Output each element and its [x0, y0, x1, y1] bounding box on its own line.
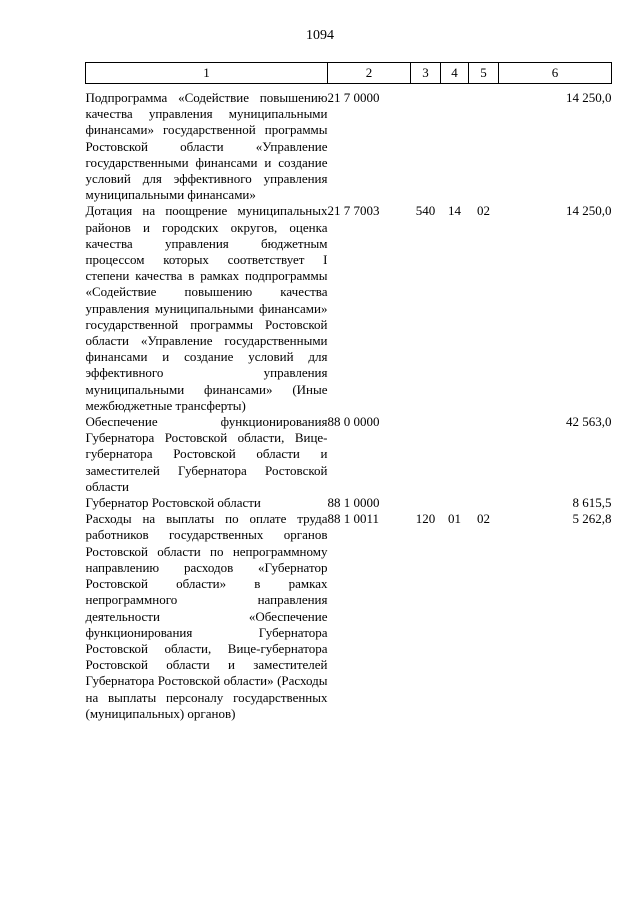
row-section [441, 414, 469, 495]
row-expense-type: 120 [415, 511, 436, 527]
row-name: Расходы на выплаты по оплате труда работников государственных органов Ростовской области по непрограммному направлению расходов «Губернатор Ростовской области» в рамках непрограммного направления деятельности «Обеспечение функционирования Губернатора Ростовской области, Вице-губернатора Ростовской области и заместителей Губернатора Ростовской области» (Расходы на выплаты персоналу государственных (муниципальных) органов) [85, 511, 328, 721]
column-header-5: 5 [469, 63, 499, 84]
row-name: Губернатор Ростовской области [85, 495, 261, 511]
row-section: 14 [448, 203, 461, 219]
budget-table [85, 62, 612, 722]
row-subsection: 02 [477, 203, 490, 219]
row-expense-type [411, 495, 441, 511]
column-header-3: 3 [411, 63, 441, 84]
row-expense-type [411, 84, 441, 204]
table-row [86, 84, 612, 204]
row-sum: 8 615,5 [572, 495, 612, 511]
table-row [86, 511, 612, 722]
row-sum: 14 250,0 [566, 90, 612, 105]
table-row [86, 495, 612, 511]
table-header-row [86, 63, 612, 84]
row-code: 21 7 0000 [327, 90, 380, 105]
row-sum: 14 250,0 [566, 203, 612, 219]
row-code: 88 1 0000 [327, 495, 380, 511]
row-subsection [469, 495, 499, 511]
column-header-6: 6 [499, 63, 612, 84]
row-subsection [469, 414, 499, 495]
row-section [441, 84, 469, 204]
column-header-1: 1 [86, 63, 328, 84]
table-row [86, 203, 612, 414]
row-code: 88 0 0000 [327, 414, 380, 430]
row-name: Дотация на поощрение муниципальных районов и городских округов, оценка качества управления бюджетным процессом которых соответствует I степени качества в рамках подпрограммы «Содействие повышению качества управления муниципальными финансами» государственной программы Ростовской области «Управление государственными финансами и создание условий для эффективного управления муниципальными финансами» (Иные межбюджетные трансферты) [85, 203, 328, 413]
row-sum: 5 262,8 [572, 511, 612, 527]
row-sum: 42 563,0 [566, 414, 612, 430]
row-expense-type: 540 [415, 203, 436, 219]
row-name: Обеспечение функционирования Губернатора Ростовской области, Вице-губернатора Ростовской области и заместителей Губернатора Ростовской области [85, 414, 328, 494]
row-name: Подпрограмма «Содействие повышению качества управления муниципальными финансами» государственной программы Ростовской области «Управление государственными финансами и создание условий для эффективного управления муниципальными финансами» [85, 90, 328, 203]
row-subsection [469, 84, 499, 204]
row-code: 88 1 0011 [327, 511, 380, 527]
page-number: 1094 [306, 28, 334, 43]
row-code: 21 7 7003 [327, 203, 380, 219]
row-expense-type [411, 414, 441, 495]
column-header-2: 2 [328, 63, 411, 84]
row-section [441, 495, 469, 511]
table-row [86, 414, 612, 495]
column-header-4: 4 [441, 63, 469, 84]
row-section: 01 [448, 511, 461, 527]
row-subsection: 02 [477, 511, 490, 527]
